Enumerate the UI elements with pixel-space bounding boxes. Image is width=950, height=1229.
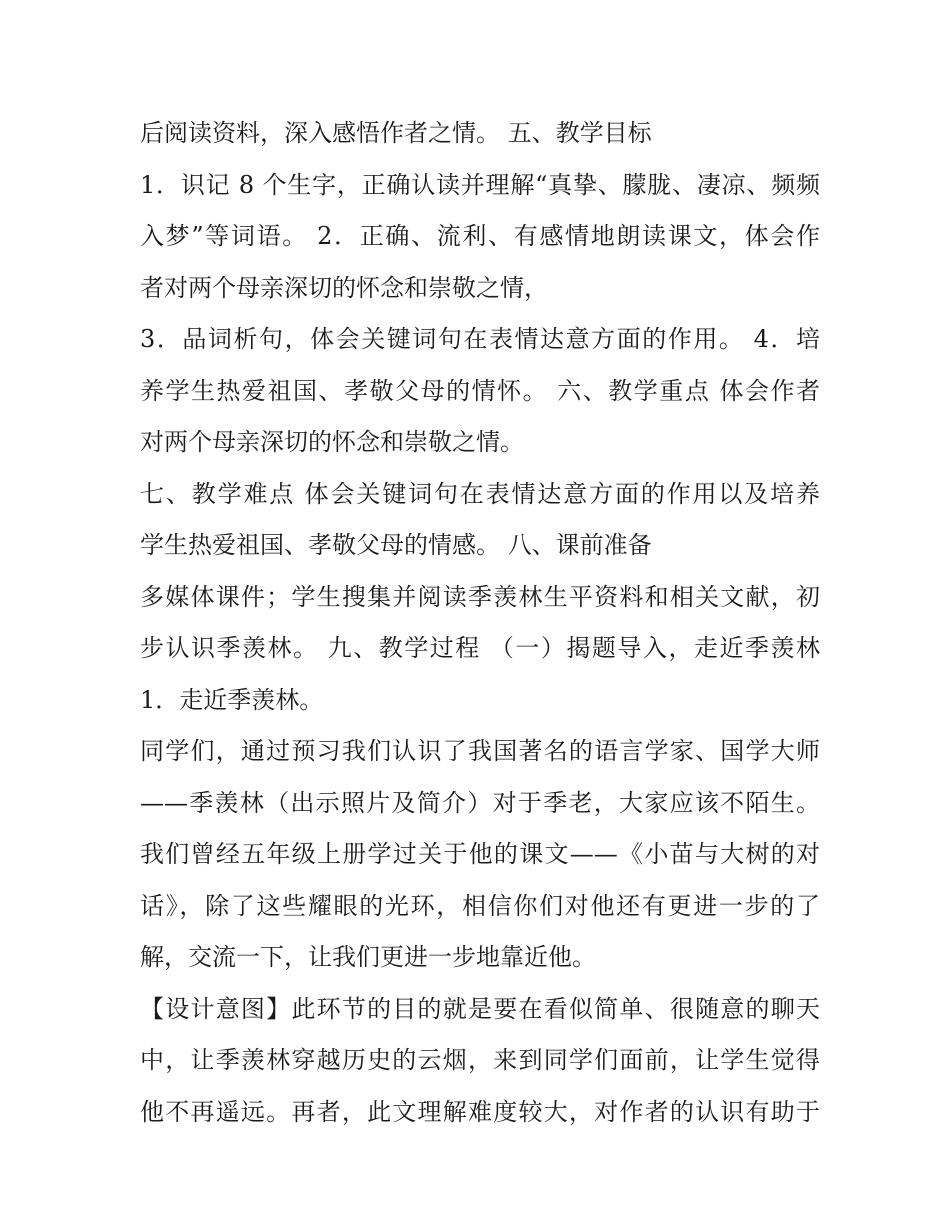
text-line: 入梦”等词语。 2．正确、流利、有感情地朗读课文，体会作 — [140, 222, 820, 250]
text-line: 多媒体课件；学生搜集并阅读季羡林生平资料和相关文献，初 — [140, 582, 820, 611]
text-line: 同学们，通过预习我们认识了我国著名的语言学家、国学大师 — [140, 737, 820, 765]
text-line: 【设计意图】此环节的目的就是要在看似简单、很随意的聊天 — [140, 994, 820, 1023]
text-line: 对两个母亲深切的怀念和崇敬之情。 — [140, 428, 524, 456]
text-line: 养学生热爱祖国、孝敬父母的情怀。 六、教学重点 体会作者 — [140, 376, 820, 405]
text-line: 学生热爱祖国、孝敬父母的情感。 八、课前准备 — [140, 531, 652, 559]
text-line: 他不再遥远。再者，此文理解难度较大，对作者的认识有助于 — [140, 1097, 820, 1126]
document-body — [140, 108, 820, 1138]
text-line: 3．品词析句，体会关键词句在表情达意方面的作用。 4．培 — [140, 325, 820, 353]
text-line: 1．识记 8 个生字，正确认读并理解“真挚、朦胧、凄凉、频频 — [140, 170, 820, 199]
text-line: 1．走近季羡林。 — [140, 685, 324, 714]
text-line: 七、教学难点 体会关键词句在表情达意方面的作用以及培养 — [140, 479, 820, 508]
text-line: 我们曾经五年级上册学过关于他的课文——《小苗与大树的对 — [140, 840, 820, 868]
text-line: 中，让季羡林穿越历史的云烟，来到同学们面前，让学生觉得 — [140, 1046, 820, 1074]
text-line: 步认识季羡林。 九、教学过程 （一）揭题导入，走近季羡林 — [140, 634, 820, 662]
text-line: 后阅读资料，深入感悟作者之情。 五、教学目标 — [140, 119, 652, 147]
text-line: ——季羡林（出示照片及简介）对于季老，大家应该不陌生。 — [140, 788, 820, 817]
text-line: 话》，除了这些耀眼的光环，相信你们对他还有更进一步的了 — [140, 891, 820, 920]
text-line: 解，交流一下，让我们更进一步地靠近他。 — [140, 943, 596, 971]
text-line: 者对两个母亲深切的怀念和崇敬之情， — [140, 273, 548, 302]
